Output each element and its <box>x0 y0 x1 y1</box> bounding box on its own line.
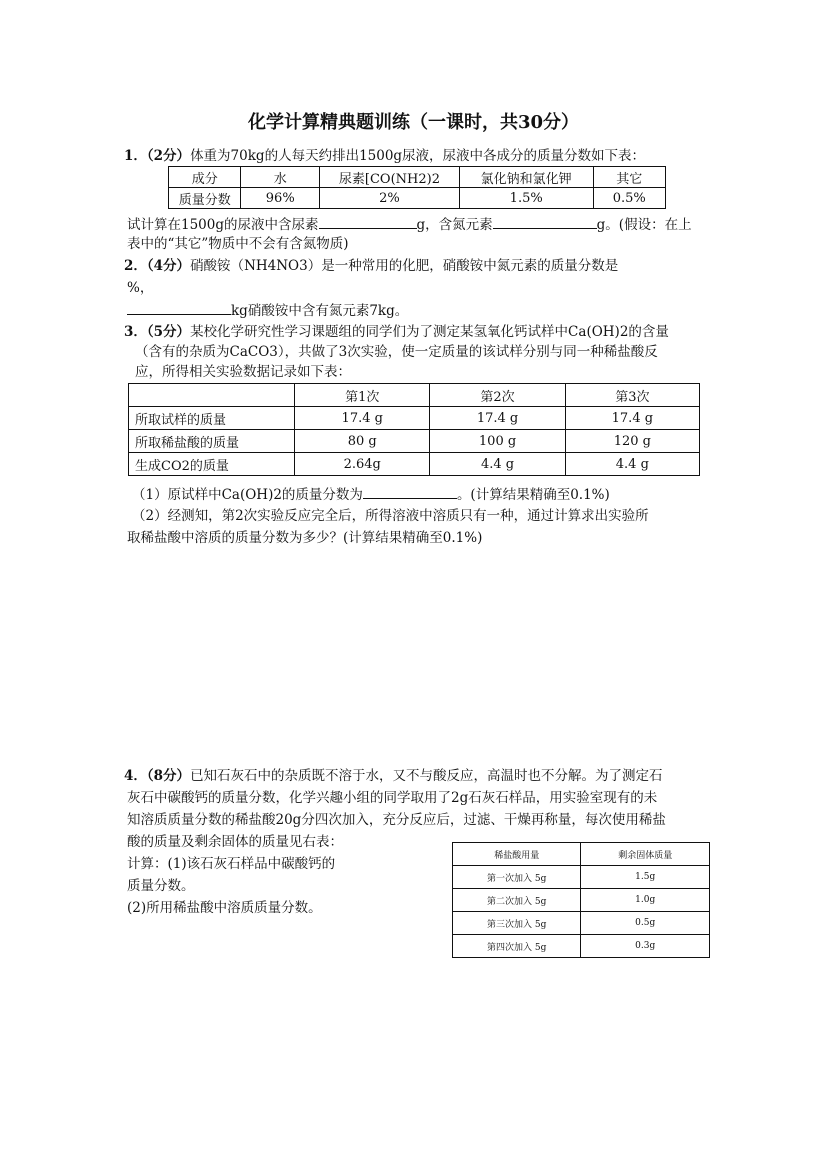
q3-cell: 2.64g <box>295 453 430 476</box>
q4-cell: 1.5g <box>581 866 710 889</box>
q3-sub1-text: 。(计算结果精确至0.1%) <box>456 487 610 503</box>
q2-line2: %， <box>127 280 154 296</box>
q4-stem <box>124 766 663 786</box>
q1-fill-text: g。(假设：在上 <box>596 217 692 233</box>
q1-header-cell: 其它 <box>593 167 665 188</box>
q4-cell: 第二次加入 5g <box>453 889 581 912</box>
q3-row-label: 所取试样的质量 <box>129 407 295 430</box>
q2-text: 硝酸铵（ <box>190 258 245 274</box>
q4-stem-4: 酸的质量及剩余固体的质量见右表： <box>127 834 343 850</box>
q3-row-label: 所取稀盐酸的质量 <box>129 430 295 453</box>
q3-cell: 80 g <box>295 430 430 453</box>
q4-cell: 第四次加入 5g <box>453 935 581 958</box>
q4-cell: 第一次加入 5g <box>453 866 581 889</box>
q4-stem-3: 知溶质质量分数的稀盐酸20g分四次加入，充分反应后，过滤、干燥再称量，每次使用稀盐 <box>127 812 666 828</box>
q3-cell: 17.4 g <box>295 407 430 430</box>
q3-cell: 17.4 g <box>430 407 565 430</box>
q3-header-cell: 第3次 <box>565 384 699 407</box>
q3-cell: 100 g <box>430 430 565 453</box>
q2-score: （4分） <box>146 258 191 274</box>
q4-header-cell: 剩余固体质量 <box>581 843 710 866</box>
q3-number: 3． <box>124 324 147 340</box>
q4-cell: 第三次加入 5g <box>453 912 581 935</box>
q3-sub2-line1: （2）经测知，第2次实验反应完全后，所得溶液中溶质只有一种，通过计算求出实验所 <box>132 508 649 524</box>
q1-cell: 96% <box>241 188 320 209</box>
q3-sub1 <box>132 484 610 505</box>
q3-row-label: 生成CO2的质量 <box>129 453 295 476</box>
answer-blank[interactable] <box>127 300 231 315</box>
q4-calc-1: 计算：(1)该石灰石样品中碳酸钙的 <box>127 856 336 872</box>
q3-cell: 4.4 g <box>430 453 565 476</box>
q2-stem <box>124 256 618 276</box>
q4-text: 已知石灰石中的杂质既不溶于水，又不与酸反应，高温时也不分解。为了测定石 <box>190 768 663 784</box>
q4-number: 4． <box>124 768 147 784</box>
q3-stem-3: 应，所得相关实验数据记录如下表： <box>135 364 351 380</box>
q1-cell: 0.5% <box>593 188 665 209</box>
table-row <box>453 935 710 958</box>
q4-score: （8分） <box>146 768 191 784</box>
q1-note: 表中的“其它”物质中不会有含氮物质) <box>127 236 349 252</box>
q1-cell: 1.5% <box>459 188 593 209</box>
q3-sub2-line2: 取稀盐酸中溶质的质量分数为多少？(计算结果精确至0.1%) <box>127 530 483 546</box>
table-row <box>453 843 710 866</box>
q1-fill-text: 试计算在1500g的尿液中含尿素 <box>127 217 319 233</box>
q4-calc-2: 质量分数。 <box>127 878 195 894</box>
q3-text: 某校化学研究性学习课题组的同学们为了测定某氢氧化钙试样中Ca(OH)2的含量 <box>190 324 669 340</box>
q1-number: 1． <box>124 148 147 164</box>
answer-blank[interactable] <box>493 214 597 229</box>
table-row <box>129 453 700 476</box>
q1-fill-text: g，含氮元素 <box>416 217 493 233</box>
q3-cell: 4.4 g <box>565 453 699 476</box>
q1-stem <box>124 146 645 166</box>
q3-header-cell <box>129 384 295 407</box>
table-row <box>169 167 666 188</box>
q3-stem-2: （含有的杂质为CaCO3），共做了3次实验，使一定质量的该试样分别与同一种稀盐酸反 <box>135 344 658 360</box>
table-row <box>129 407 700 430</box>
table-row <box>129 384 700 407</box>
q4-cell: 0.5g <box>581 912 710 935</box>
q1-header-cell: 成分 <box>169 167 241 188</box>
answer-blank[interactable] <box>363 484 457 499</box>
q4-calc-3: (2)所用稀盐酸中溶质质量分数。 <box>127 900 322 916</box>
q1-text: 体重为70kg的人每天约排出1500g尿液，尿液中各成分的质量分数如下表： <box>190 148 646 164</box>
q3-score: （5分） <box>146 324 191 340</box>
q3-stem <box>124 322 669 342</box>
answer-blank[interactable] <box>319 214 417 229</box>
table-row <box>453 866 710 889</box>
q1-header-cell: 尿素[CO(NH2)2 <box>320 167 460 188</box>
q1-cell: 质量分数 <box>169 188 241 209</box>
q4-header-cell: 稀盐酸用量 <box>453 843 581 866</box>
q1-cell: 2% <box>320 188 460 209</box>
q3-sub1-text: （1）原试样中Ca(OH)2的质量分数为 <box>132 487 363 503</box>
page-title: 化学计算精典题训练（一课时，共30分） <box>247 112 580 133</box>
q2-text: ）是一种常用的化肥，硝酸铵中氮元素的质量分数是 <box>307 258 619 274</box>
table-row <box>129 430 700 453</box>
q1-header-cell: 氯化钠和氯化钾 <box>459 167 593 188</box>
q3-cell: 120 g <box>565 430 699 453</box>
q3-header-cell: 第1次 <box>295 384 430 407</box>
q2-number: 2． <box>124 258 147 274</box>
table-row <box>453 912 710 935</box>
q1-score: （2分） <box>146 148 191 164</box>
q1-fill-line <box>127 214 692 235</box>
q4-stem-2: 灰石中碳酸钙的质量分数，化学兴趣小组的同学取用了2g石灰石样品，用实验室现有的未 <box>127 790 658 806</box>
q1-header-cell: 水 <box>241 167 320 188</box>
q3-header-cell: 第2次 <box>430 384 565 407</box>
q4-table <box>452 842 710 958</box>
q4-cell: 0.3g <box>581 935 710 958</box>
q1-table <box>168 166 666 209</box>
q4-cell: 1.0g <box>581 889 710 912</box>
q2-line3 <box>127 300 408 321</box>
table-row <box>169 188 666 209</box>
q2-text: kg硝酸铵中含有氮元素7kg。 <box>231 303 409 319</box>
q3-table <box>128 383 700 476</box>
q3-cell: 17.4 g <box>565 407 699 430</box>
q2-formula: NH4NO3 <box>244 258 308 274</box>
table-row <box>453 889 710 912</box>
